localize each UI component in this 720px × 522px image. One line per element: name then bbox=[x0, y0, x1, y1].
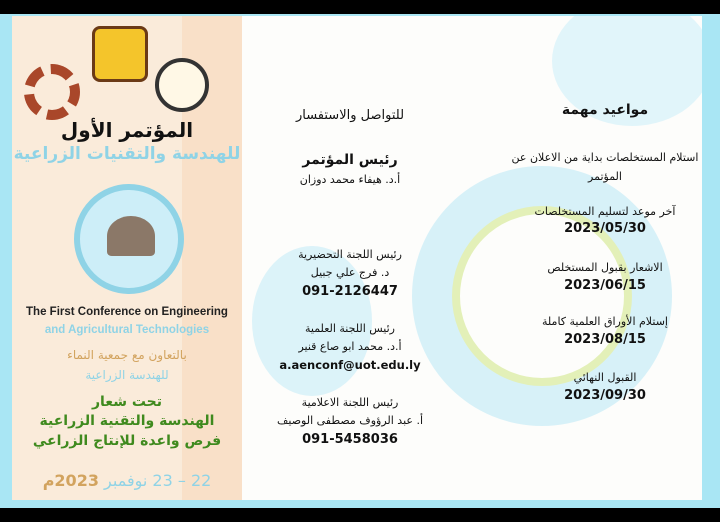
date-month: نوفمبر bbox=[104, 471, 148, 490]
title-en-line1: The First Conference on Engineering bbox=[26, 306, 228, 318]
contact-role: رئيس المؤتمر bbox=[302, 152, 398, 168]
slogan-intro: تحت شعار bbox=[91, 394, 163, 410]
faculty-logo bbox=[155, 58, 209, 112]
society-logo bbox=[24, 64, 80, 120]
contact-role: رئيس اللجنة الاعلامية bbox=[301, 396, 399, 409]
contact-role: رئيس اللجنة التحضيرية bbox=[298, 248, 402, 261]
title-en-line2: and Agricultural Technologies bbox=[44, 324, 210, 336]
date-item-label: إستلام الأوراق العلمية كاملة bbox=[542, 315, 668, 328]
contact-phone[interactable]: 091-2126447 bbox=[302, 284, 398, 299]
dates-heading: مواعيد مهمة bbox=[561, 102, 649, 118]
conference-date bbox=[12, 471, 242, 490]
poster bbox=[12, 16, 702, 500]
date-year: 2023م bbox=[42, 471, 99, 490]
date-item-label: استلام المستخلصات بداية من الاعلان عن المؤتمر bbox=[511, 151, 699, 183]
contact-name: أ. عبد الرؤوف مصطفى الوصيف bbox=[276, 414, 424, 427]
date-item-value: 2023/08/15 bbox=[564, 332, 646, 347]
university-logo bbox=[92, 26, 148, 82]
subtitle-ar: للهندسة والتقنيات الزراعية bbox=[13, 144, 241, 164]
date-item-label: القبول النهائي bbox=[573, 371, 637, 384]
contact-phone[interactable]: 091-5458036 bbox=[302, 432, 398, 447]
slogan-line2: فرص واعدة للإنتاج الزراعي bbox=[32, 433, 222, 449]
field-icon bbox=[107, 216, 155, 256]
cooperation-line2: للهندسة الزراعية bbox=[85, 368, 169, 382]
date-item-value: 2023/09/30 bbox=[564, 388, 646, 403]
contact-name: أ.د. محمد ابو صاع قنير bbox=[298, 340, 402, 353]
date-item-value: 2023/05/30 bbox=[564, 221, 646, 236]
contact-role: رئيس اللجنة العلمية bbox=[304, 322, 395, 335]
title-ar: المؤتمر الأول bbox=[60, 118, 194, 142]
contact-name: أ.د. هيفاء محمد دوزان bbox=[299, 173, 401, 186]
cooperation-line1: بالتعاون مع جمعية النماء bbox=[67, 348, 187, 362]
date-days: 22 – 23 bbox=[152, 471, 212, 490]
contact-name: د. فرج علي جبيل bbox=[310, 266, 390, 279]
slogan-line1: الهندسة والتقنية الزراعية bbox=[39, 413, 215, 429]
contact-heading: للتواصل والاستفسار bbox=[295, 108, 405, 123]
date-item-label: آخر موعد لتسليم المستخلصات bbox=[534, 205, 676, 218]
date-item-label: الاشعار بقبول المستخلص bbox=[547, 261, 663, 274]
date-item-value: 2023/06/15 bbox=[564, 278, 646, 293]
contact-email[interactable]: a.aenconf@uot.edu.ly bbox=[279, 358, 421, 372]
